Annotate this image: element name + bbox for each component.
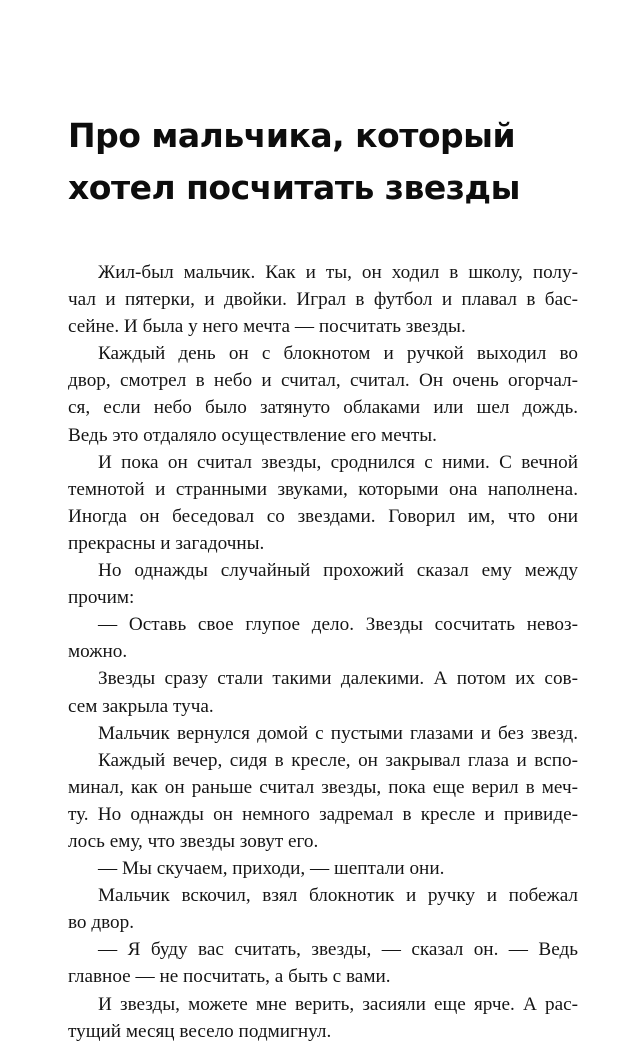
text-line: лось ему, что звезды зовут его. [68,830,319,852]
text-line: Каждый вечер, сидя в кресле, он закрывал глаза и вспо- [98,749,578,771]
page-title [68,110,608,214]
text-line: двор, смотрел в небо и считал, считал. Он очень огорчал- [68,370,578,392]
text-line: прекрасны и загадочны. [68,532,265,554]
text-line: — Мы скучаем, приходи, — шептали они. [98,858,445,880]
text-line: сейне. И была у него мечта — посчитать звезды. [68,316,466,338]
text-line: И пока он считал звезды, сроднился с ними. С вечной [98,451,578,473]
text-line: Жил-был мальчик. Как и ты, он ходил в школу, полу- [98,262,578,283]
text-line: Звезды сразу стали такими далекими. А потом их сов- [98,668,578,690]
text-line: во двор. [68,912,134,934]
title-line-2: хотел посчитать звезды [68,168,520,207]
story-text [68,259,578,1045]
text-line: Иногда он беседовал со звездами. Говорил им, что они [68,505,578,527]
text-line: чал и пятерки, и двойки. Играл в футбол и плавал в бас- [68,289,578,311]
text-line: Мальчик вскочил, взял блокнотик и ручку и побежал [98,885,578,907]
text-line: Каждый день он с блокнотом и ручкой выходил во [98,343,578,365]
text-line: главное — не посчитать, а быть с вами. [68,966,391,988]
text-line: ту. Но однажды он немного задремал в кресле и привиде- [68,803,578,825]
text-line: И звезды, можете мне верить, засияли еще ярче. А рас- [98,993,578,1015]
text-line: Мальчик вернулся домой с пустыми глазами и без звезд. [98,722,578,744]
text-line: минал, как он раньше считал звезды, пока еще верил в меч- [68,776,578,798]
text-line: — Я буду вас считать, звезды, — сказал он. — Ведь [98,939,578,961]
text-line: Но однажды случайный прохожий сказал ему между [98,560,578,582]
title-line-1: Про мальчика, который [68,116,516,155]
text-line: темнотой и странными звуками, которыми она наполнена. [68,478,578,500]
text-line: — Оставь свое глупое дело. Звезды сосчитать невоз- [98,614,578,636]
text-line: ся, если небо было затянуто облаками или шел дождь. [68,397,578,419]
text-line: тущий месяц весело подмигнул. [68,1020,332,1042]
text-line: Ведь это отдаляло осуществление его мечты. [68,424,437,446]
text-line: прочим: [68,587,135,609]
text-line: можно. [68,641,128,663]
text-line: сем закрыла туча. [68,695,214,717]
